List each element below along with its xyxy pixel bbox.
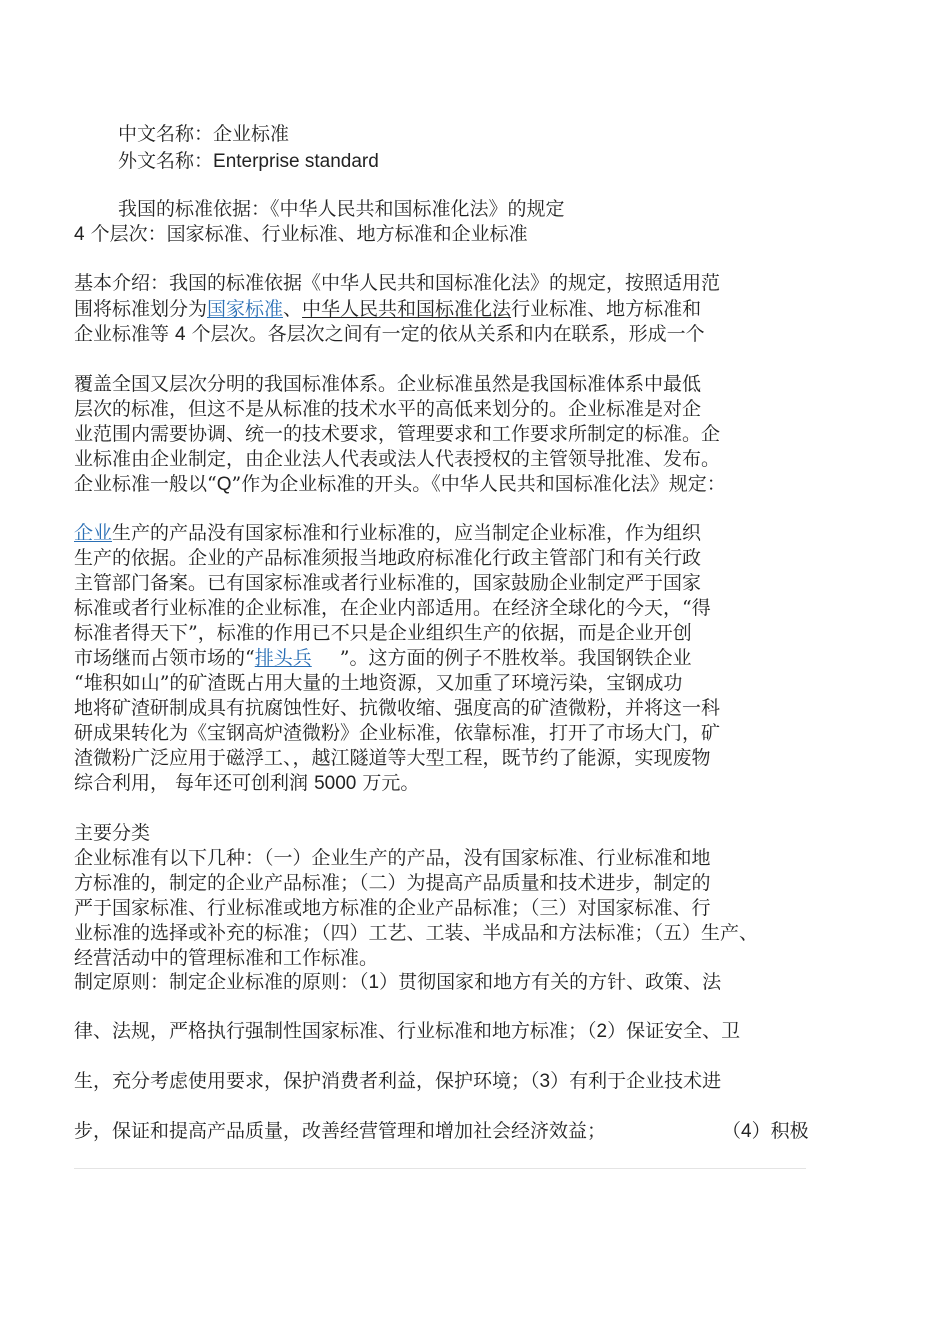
principles-line-4-tail: （4）积极 bbox=[722, 1120, 809, 1142]
categories-line-5: 经营活动中的管理标准和工作标准。 bbox=[74, 947, 379, 969]
intro-line-2: 围将标准划分为国家标准、中华人民共和国标准化法行业标准、地方标准和 bbox=[74, 298, 702, 320]
foreign-name-label: 外文名称： bbox=[118, 150, 214, 172]
chinese-name: 中文名称：企业标准 bbox=[118, 123, 290, 145]
categories-line-2: 方标准的，制定的企业产品标准；（二）为提高产品质量和技术进步，制定的 bbox=[74, 872, 711, 894]
principles-line-4: 步，保证和提高产品质量，改善经营管理和增加社会经济效益； bbox=[74, 1120, 607, 1142]
categories-line-3: 严于国家标准、行业标准或地方标准的企业产品标准；（三）对国家标准、行 bbox=[74, 897, 711, 919]
categories-title: 主要分类 bbox=[74, 822, 151, 844]
intro-line-3: 企业标准等 4 个层次。各层次之间有一定的依从关系和内在联系，形成一个 bbox=[74, 323, 705, 345]
principles-line-2: 律、法规，严格执行强制性国家标准、行业标准和地方标准；（2）保证安全、卫 bbox=[74, 1020, 741, 1042]
basis-line-2: 4 个层次：国家标准、行业标准、地方标准和企业标准 bbox=[74, 223, 528, 245]
categories-line-4: 业标准的选择或补充的标准；（四）工艺、工装、半成品和方法标准；（五）生产、 bbox=[74, 922, 759, 944]
law-line-6: 市场继而占领市场的“排头兵 ”。这方面的例子不胜枚举。我国钢铁企业 bbox=[74, 647, 692, 669]
link-enterprise[interactable]: 企业 bbox=[74, 522, 113, 544]
law-line-2: 生产的依据。企业的产品标准须报当地政府标准化行政主管部门和有关行政 bbox=[74, 547, 702, 569]
law-line-5: 标准者得天下”，标准的作用已不只是企业组织生产的依据，而是企业开创 bbox=[74, 622, 692, 644]
law-line-1: 企业生产的产品没有国家标准和行业标准的，应当制定企业标准，作为组织 bbox=[74, 522, 702, 544]
law-line-8: 地将矿渣研制成具有抗腐蚀性好、抗微收缩、强度高的矿渣微粉，并将这一科 bbox=[74, 697, 721, 719]
page-divider bbox=[74, 1168, 806, 1169]
intro-line-4: 覆盖全国又层次分明的我国标准体系。企业标准虽然是我国标准体系中最低 bbox=[74, 373, 702, 395]
principles-line-3: 生，充分考虑使用要求，保护消费者利益，保护环境；（3）有利于企业技术进 bbox=[74, 1070, 722, 1092]
link-standardization-law[interactable]: 中华人民共和国标准化法 bbox=[302, 298, 512, 320]
intro-line-7: 业标准由企业制定，由企业法人代表或法人代表授权的主管领导批准、发布。 bbox=[74, 448, 721, 470]
intro-line-5: 层次的标准，但这不是从标准的技术水平的高低来划分的。企业标准是对企 bbox=[74, 398, 702, 420]
law-line-4: 标准或者行业标准的企业标准，在企业内部适用。在经济全球化的今天，“得 bbox=[74, 597, 711, 619]
intro-line-1: 基本介绍：我国的标准依据《中华人民共和国标准化法》的规定，按照适用范 bbox=[74, 272, 721, 294]
intro-line-8: 企业标准一般以“Q”作为企业标准的开头。《中华人民共和国标准化法》规定： bbox=[74, 473, 726, 495]
basis-line-1: 我国的标准依据：《中华人民共和国标准化法》的规定 bbox=[118, 198, 565, 220]
law-line-10: 渣微粉广泛应用于磁浮工、，越江隧道等大型工程，既节约了能源，实现废物 bbox=[74, 747, 711, 769]
law-line-3: 主管部门备案。已有国家标准或者行业标准的，国家鼓励企业制定严于国家 bbox=[74, 572, 702, 594]
categories-line-1: 企业标准有以下几种：（一）企业生产的产品，没有国家标准、行业标准和地 bbox=[74, 847, 711, 869]
intro-line-6: 业范围内需要协调、统一的技术要求，管理要求和工作要求所制定的标准。企 bbox=[74, 423, 721, 445]
law-line-7: “堆积如山”的矿渣既占用大量的土地资源，又加重了环境污染，宝钢成功 bbox=[74, 672, 683, 694]
foreign-name-line bbox=[118, 149, 379, 174]
foreign-name-value: Enterprise standard bbox=[213, 151, 379, 172]
law-line-9: 研成果转化为《宝钢高炉渣微粉》企业标准，依靠标准，打开了市场大门，矿 bbox=[74, 722, 721, 744]
chinese-name-line bbox=[118, 122, 289, 147]
principles-line-1: 制定原则：制定企业标准的原则：（1）贯彻国家和地方有关的方针、政策、法 bbox=[74, 971, 722, 993]
link-pioneer[interactable]: 排头兵 bbox=[254, 647, 312, 669]
link-national-standard[interactable]: 国家标准 bbox=[207, 298, 284, 320]
law-line-11: 综合利用， 每年还可创利润 5000 万元。 bbox=[74, 772, 420, 794]
